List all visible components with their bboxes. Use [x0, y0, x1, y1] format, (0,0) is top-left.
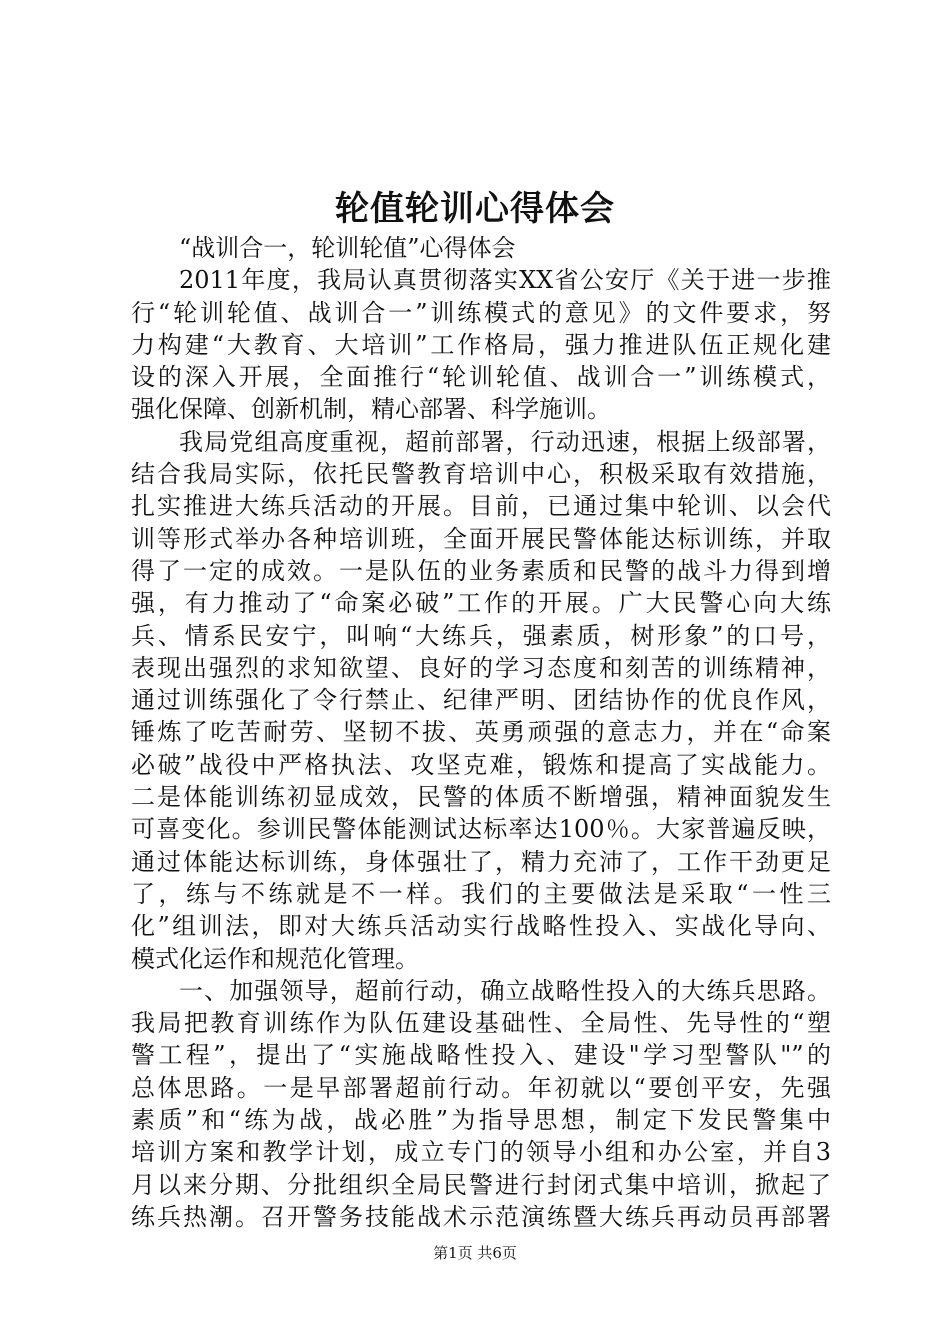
body-line: 警工程”，提出了“实施战略性投入、建设"学习型警队"”的 [131, 1041, 831, 1070]
body-line: 力构建“大教育、大培训”工作格局，强力推进队伍正规化建 [131, 330, 831, 359]
body-line: 化”组训法，即对大练兵活动实行战略性投入、实战化导向、 [131, 912, 831, 941]
body-line: 锤炼了吃苦耐劳、坚韧不拔、英勇顽强的意志力，并在“命案 [131, 718, 831, 747]
body-line: 2011年度，我局认真贯彻落实XX省公安厅《关于进一步推 [179, 266, 831, 295]
body-line: 表现出强烈的求知欲望、良好的学习态度和刻苦的训练精神， [131, 653, 831, 682]
body-line: 训等形式举办各种培训班，全面开展民警体能达标训练，并取 [131, 524, 831, 553]
body-line: 二是体能训练初显成效，民警的体质不断增强，精神面貌发生 [131, 783, 831, 812]
body-line: 行“轮训轮值、战训合一”训练模式的意见》的文件要求，努 [131, 298, 831, 327]
body-line: 得了一定的成效。一是队伍的业务素质和民警的战斗力得到增 [131, 556, 831, 585]
body-line: 兵、情系民安宁，叫响“大练兵，强素质，树形象”的口号， [131, 621, 831, 650]
body-line: 月以来分期、分批组织全局民警进行封闭式集中培训，掀起了 [131, 1170, 831, 1199]
body-line: 结合我局实际，依托民警教育培训中心，积极采取有效措施， [131, 460, 831, 489]
body-line: 设的深入开展，全面推行“轮训轮值、战训合一”训练模式， [131, 363, 831, 392]
page-footer: 第1页 共6页 [433, 1244, 517, 1262]
body-line: 了，练与不练就是不一样。我们的主要做法是采取“一性三 [131, 879, 831, 908]
body-line: 素质”和“练为战，战必胜”为指导思想，制定下发民警集中 [131, 1106, 831, 1135]
body-line: 总体思路。一是早部署超前行动。年初就以“要创平安，先强 [131, 1073, 831, 1102]
body-line: 必破”战役中严格执法、攻坚克难，锻炼和提高了实战能力。 [131, 750, 831, 779]
body-line: “战训合一，轮训轮值”心得体会 [179, 234, 516, 262]
body-line: 我局把教育训练作为队伍建设基础性、全局性、先导性的“塑 [131, 1009, 831, 1038]
body-line: 可喜变化。参训民警体能测试达标率达100％。大家普遍反映， [131, 815, 831, 844]
body-line: 一、加强领导，超前行动，确立战略性投入的大练兵思路。 [179, 976, 831, 1005]
body-line: 通过训练强化了令行禁止、纪律严明、团结协作的优良作风， [131, 686, 831, 715]
document-title: 轮值轮训心得体会 [335, 189, 615, 229]
body-line: 练兵热潮。召开警务技能战术示范演练暨大练兵再动员再部署 [131, 1202, 831, 1231]
body-line: 通过体能达标训练，身体强壮了，精力充沛了，工作干劲更足 [131, 847, 831, 876]
body-line: 强，有力推动了“命案必破”工作的开展。广大民警心向大练 [131, 589, 831, 618]
body-line: 扎实推进大练兵活动的开展。目前，已通过集中轮训、以会代 [131, 492, 831, 521]
body-line: 模式化运作和规范化管理。 [131, 944, 419, 973]
document-body [131, 232, 831, 1233]
body-line: 强化保障、创新机制，精心部署、科学施训。 [131, 395, 611, 424]
body-line: 我局党组高度重视，超前部署，行动迅速，根据上级部署， [179, 427, 831, 456]
body-line: 培训方案和教学计划，成立专门的领导小组和办公室，并自3 [131, 1138, 831, 1167]
